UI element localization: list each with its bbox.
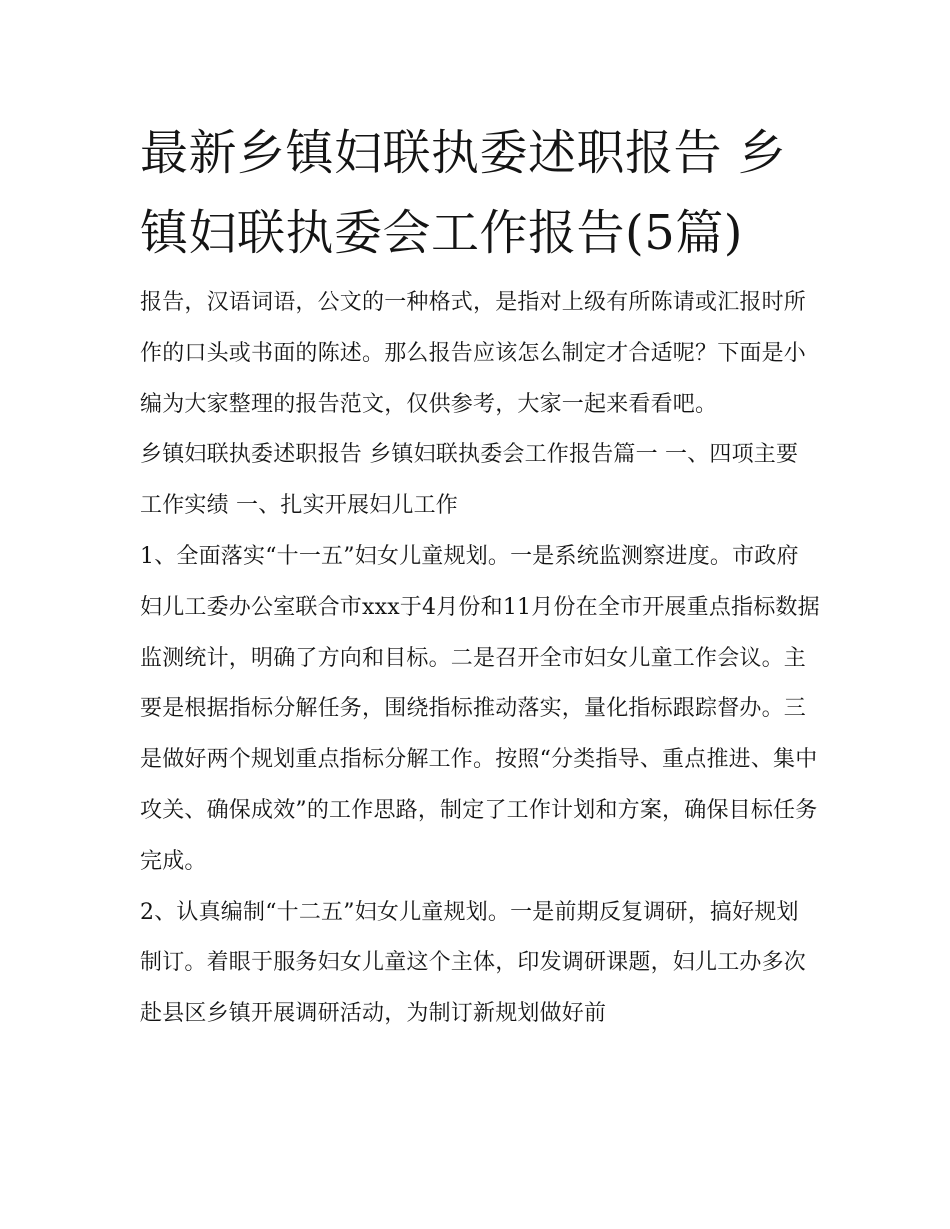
paragraph-item-2: 2、认真编制“十二五”妇女儿童规划。一是前期反复调研，搞好规划制订。着眼于服务妇女儿童这个主体，印发调研课题，妇儿工办多次赴县区乡镇开展调研活动，为制订新规划做好前	[140, 899, 807, 1027]
paragraph-intro: 报告，汉语词语，公文的一种格式，是指对上级有所陈请或汇报时所作的口头或书面的陈述。那么报告应该怎么制定才合适呢？下面是小编为大家整理的报告范文，仅供参考，大家一起来看看吧。	[140, 290, 807, 417]
document-body	[140, 278, 820, 1040]
paragraph-section-heading: 乡镇妇联执委述职报告 乡镇妇联执委会工作报告篇一 一、四项主要工作实绩 一、扎实开展妇儿工作	[140, 442, 799, 519]
paragraph-item-1: 1、全面落实“十一五”妇女儿童规划。一是系统监测察进度。市政府妇儿工委办公室联合市xxx于4月份和11月份在全市开展重点指标数据监测统计，明确了方向和目标。二是召开全市妇女儿童工作会议。主要是根据指标分解任务，围绕指标推动落实，量化指标跟踪督办。三是做好两个规划重点指标分解工作。按照“分类指导、重点推进、集中攻关、确保成效”的工作思路，制定了工作计划和方案，确保目标任务完成。	[140, 543, 820, 874]
document-title: 最新乡镇妇联执委述职报告 乡镇妇联执委会工作报告(5篇)	[140, 125, 787, 261]
